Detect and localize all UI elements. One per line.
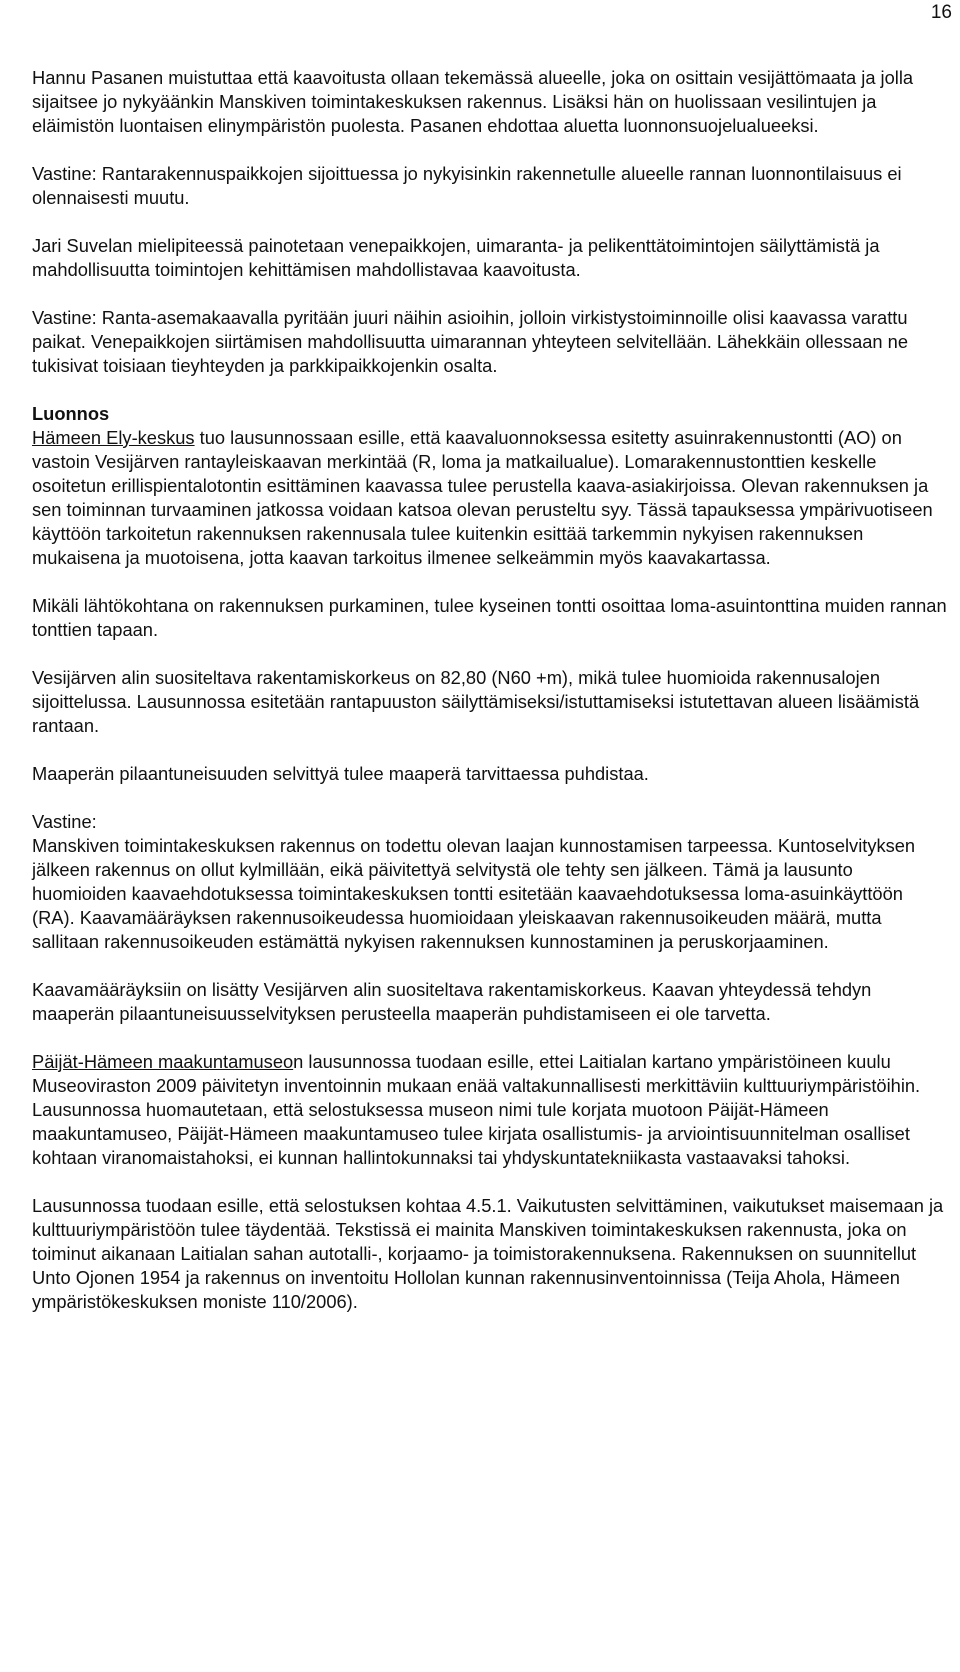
page-number: 16 xyxy=(930,2,952,23)
ely-keskus-reference: Hämeen Ely-keskus xyxy=(32,427,195,448)
paragraph-vastine-2: Vastine: Ranta-asemakaavalla pyritään juuri näihin asioihin, jolloin virkistystoiminnoille olisi kaavassa varattu paikat. Venepaikkojen siirtämisen mahdollisuutta uimarannan yhteyteen selvitellään. Lähekkäin ollessaan ne tukisivat toisiaan tieyhteyden ja parkkipaikkojenkin osalta. xyxy=(32,307,909,376)
vastine-label: Vastine: xyxy=(32,811,97,832)
paragraph-maapera: Maaperän pilaantuneisuuden selvittyä tulee maaperä tarvittaessa puhdistaa. xyxy=(32,763,649,784)
section-luonnos xyxy=(32,402,947,570)
maakuntamuseo-reference: Päijät-Hämeen maakuntamuseo xyxy=(32,1051,294,1072)
section-heading: Luonnos xyxy=(32,403,110,424)
paragraph-ely-text: tuo lausunnossaan esille, että kaavaluonnoksessa esitetty asuinrakennustontti (AO) on vastoin Vesijärven rantayleiskaavan merkintää (R, loma ja matkailualue). Lomarakennustonttien keskelle osoitetun erillispientalotontin esittäminen kaavassa tulee perustella kaava-asiakirjoissa. Olevan rakennuksen ja sen toiminnan turvaaminen jatkossa voidaan katsoa olevan perusteltu syy. Tässä tapauksessa ympärivuotiseen käyttöön tarkoitetun rakennuksen rakennusala tulee kuitenkin esittää tarkemmin nykyisen rakennuksen mukaisena ja muotoisena, jotta kaavan tarkoitus ilmenee selkeämmin myös kaavakartassa. xyxy=(32,427,933,568)
paragraph-purkaminen: Mikäli lähtökohtana on rakennuksen purkaminen, tulee kyseinen tontti osoittaa loma-asuintonttina muiden rannan tonttien tapaan. xyxy=(32,595,947,640)
paragraph-maakuntamuseo xyxy=(32,1050,947,1170)
paragraph-maakuntamuseo-text: n lausunnossa tuodaan esille, ettei Laitialan kartano ympäristöineen kuulu Museoviraston 2009 päivitetyn inventoinnin mukaan enää valtakunnallisesti merkittäviin kulttuuriympäristöihin. Lausunnossa huomautetaan, että selostuksessa museon nimi tule korjata muotoon Päijät-Hämeen maakuntamuseo, Päijät-Hämeen maakuntamuseo tulee kirjata osallistumis- ja arviointisuunnitelman osalliset kohtaan viranomaistahoksi, ei kunnan hallintokunnaksi tai yhdyskuntatekniikasta vastaavaksi tahoksi. xyxy=(32,1051,921,1168)
paragraph-vastine-3 xyxy=(32,810,947,954)
paragraph-vaikutukset: Lausunnossa tuodaan esille, että selostuksen kohtaa 4.5.1. Vaikutusten selvittäminen, vaikutukset maisemaan ja kulttuuriympäristöön tulee täydentää. Tekstissä ei mainita Manskiven toimintakeskuksen rakennusta, joka on toiminut aikanaan Laitialan sahan autotalli-, korjaamo- ja toimistorakennuksena. Rakennuksen on suunnitellut Unto Ojonen 1954 ja rakennus on inventoitu Hollolan kunnan rakennusinventoinnissa (Teija Ahola, Hämeen ympäristökeskuksen moniste 110/2006). xyxy=(32,1195,944,1312)
vastine-3-text: Manskiven toimintakeskuksen rakennus on todettu olevan laajan kunnostamisen tarpeessa. Kuntoselvityksen jälkeen rakennus on ollut kylmillään, eikä päivitettyä selvitystä ole tehty sen jälkeen. Tämä ja lausunto huomioiden kaavaehdotuksessa toimintakeskuksen tontti esitetään kaavaehdotuksessa loma-asuinkäyttöön (RA). Kaavamääräyksen rakennusoikeudessa huomioidaan yleiskaavan rakennusoikeuden määrä, mutta sallitaan rakennusoikeuden estämättä nykyisen rakennuksen kunnostaminen ja peruskorjaaminen. xyxy=(32,835,916,952)
paragraph-suvela: Jari Suvelan mielipiteessä painotetaan venepaikkojen, uimaranta- ja pelikenttätoimintojen säilyttämistä ja mahdollisuutta toimintojen kehittämisen mahdollistavaa kaavoitusta. xyxy=(32,235,880,280)
paragraph-vastine-1: Vastine: Rantarakennuspaikkojen sijoittuessa jo nykyisinkin rakennetulle alueelle rannan luonnontilaisuus ei olennaisesti muutu. xyxy=(32,163,902,208)
document-body xyxy=(32,66,947,1338)
paragraph-kaavamaaraykset: Kaavamääräyksiin on lisätty Vesijärven alin suositeltava rakentamiskorkeus. Kaavan yhteydessä tehdyn maaperän pilaantuneisuusselvityksen perusteella maaperän puhdistamiseen ei ole tarvetta. xyxy=(32,979,872,1024)
paragraph-pasanen: Hannu Pasanen muistuttaa että kaavoitusta ollaan tekemässä alueelle, joka on osittain vesijättömaata ja jolla sijaitsee jo nykyäänkin Manskiven toimintakeskuksen rakennus. Lisäksi hän on huolissaan vesilintujen ja eläimistön luontaisen elinympäristön puolesta. Pasanen ehdottaa aluetta luonnonsuojelualueeksi. xyxy=(32,67,914,136)
paragraph-rakentamiskorkeus: Vesijärven alin suositeltava rakentamiskorkeus on 82,80 (N60 +m), mikä tulee huomioida rakennusalojen sijoittelussa. Lausunnossa esitetään rantapuuston säilyttämiseksi/istuttamiseksi istutettavan alueen lisäämistä rantaan. xyxy=(32,667,920,736)
